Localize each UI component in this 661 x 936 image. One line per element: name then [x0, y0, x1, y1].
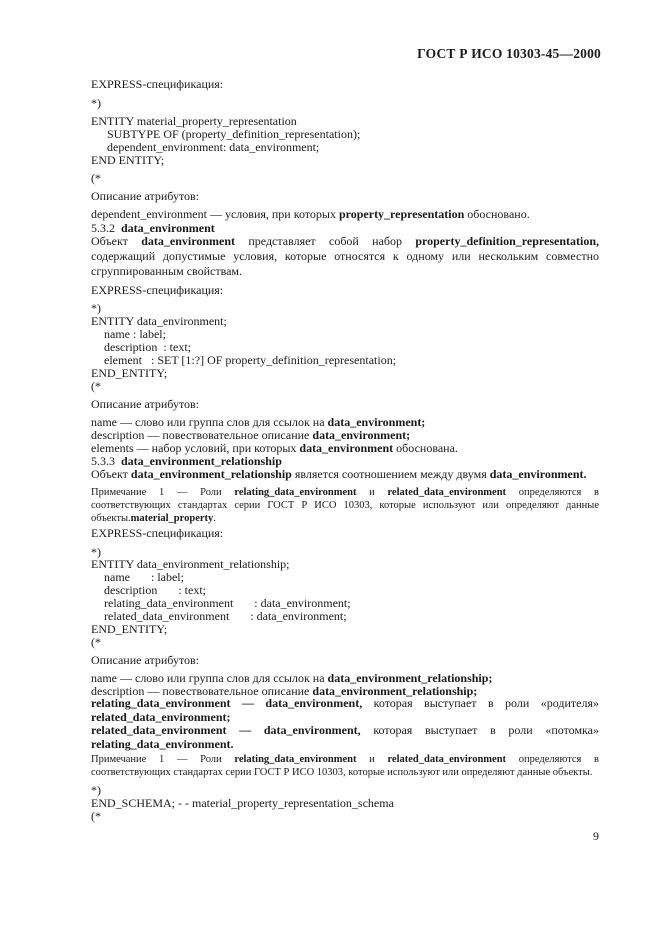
comment-close: (*	[91, 635, 101, 649]
comment-close: (*	[91, 809, 101, 823]
section-heading: 5.3.2 data_environment	[91, 221, 215, 235]
attribute-line: description : text;	[104, 340, 191, 354]
end-entity: END_ENTITY;	[91, 366, 168, 380]
attribute-line: element : SET [1:?] OF property_definition_representation;	[104, 353, 397, 367]
entity-declaration: ENTITY data_environment;	[91, 314, 227, 328]
attribute-description: description — повествовательное описание data_environment;	[91, 428, 411, 442]
attribute-line: related_data_environment : data_environment;	[104, 609, 347, 623]
attribute-description: name — слово или группа слов для ссылок на data_environment_relationship;	[91, 671, 493, 685]
attribute-line: relating_data_environment : data_environment;	[104, 596, 351, 610]
section-paragraph: Объект data_environment_relationship является соотношением между двумя data_environment.	[91, 467, 587, 481]
attribute-line: description : text;	[104, 583, 206, 597]
attributes-heading: Описание атрибутов:	[91, 397, 200, 411]
comment-open: *)	[91, 301, 101, 315]
express-label: EXPRESS-спецификация:	[91, 77, 224, 91]
end-schema: END_SCHEMA; - - material_property_representation_schema	[91, 796, 394, 810]
section-paragraph: Объект data_environment представляет собой набор property_definition_representation, содержащий допустимые условия, которые относятся к одному или нескольким совместно сгруппированным свойствам.	[91, 234, 600, 278]
comment-open: *)	[91, 96, 101, 110]
document-header: ГОСТ Р ИСО 10303-45—2000	[417, 46, 601, 61]
comment-open: *)	[91, 783, 101, 797]
comment-open: *)	[91, 545, 101, 559]
express-label: EXPRESS-спецификация:	[91, 526, 224, 540]
attributes-heading: Описание атрибутов:	[91, 189, 200, 203]
attribute-description: relating_data_environment — data_environment, которая выступает в роли «родителя» related_data_environment;	[91, 696, 599, 724]
attribute-line: dependent_environment: data_environment;	[107, 140, 320, 154]
end-entity: END ENTITY;	[91, 153, 165, 167]
section-heading: 5.3.3 data_environment_relationship	[91, 454, 282, 468]
comment-close: (*	[91, 171, 101, 185]
note-paragraph: Примечание 1 — Роли relating_data_environment и related_data_environment определяются в соответствующих стандартах серии ГОСТ Р ИСО 10303, которые используют или определяют данные объекты.material_property.	[91, 487, 600, 524]
attribute-description: related_data_environment — data_environment, которая выступает в роли «потомка» relating_data_environment.	[91, 723, 600, 751]
attribute-line: name : label;	[104, 327, 166, 341]
express-label: EXPRESS-спецификация:	[91, 283, 224, 297]
subtype-line: SUBTYPE OF (property_definition_representation);	[107, 127, 361, 141]
attribute-description: dependent_environment — условия, при которых property_representation обосновано.	[91, 207, 530, 221]
comment-close: (*	[91, 379, 101, 393]
attribute-description: description — повествовательное описание data_environment_relationship;	[91, 684, 478, 698]
attributes-heading: Описание атрибутов:	[91, 653, 200, 667]
end-entity: END_ENTITY;	[91, 622, 168, 636]
entity-declaration: ENTITY data_environment_relationship;	[91, 557, 290, 571]
note-paragraph: Примечание 1 — Роли relating_data_environment и related_data_environment определяются в соответствующих стандартах серии ГОСТ Р ИСО 10303, которые используют или определяют данные объекты.	[91, 754, 600, 778]
attribute-description: name — слово или группа слов для ссылок на data_environment;	[91, 415, 426, 429]
attribute-description: elements — набор условий, при которых data_environment обоснована.	[91, 441, 458, 455]
entity-declaration: ENTITY material_property_representation	[91, 114, 297, 128]
page-number: 9	[593, 829, 599, 843]
attribute-line: name : label;	[104, 570, 184, 584]
